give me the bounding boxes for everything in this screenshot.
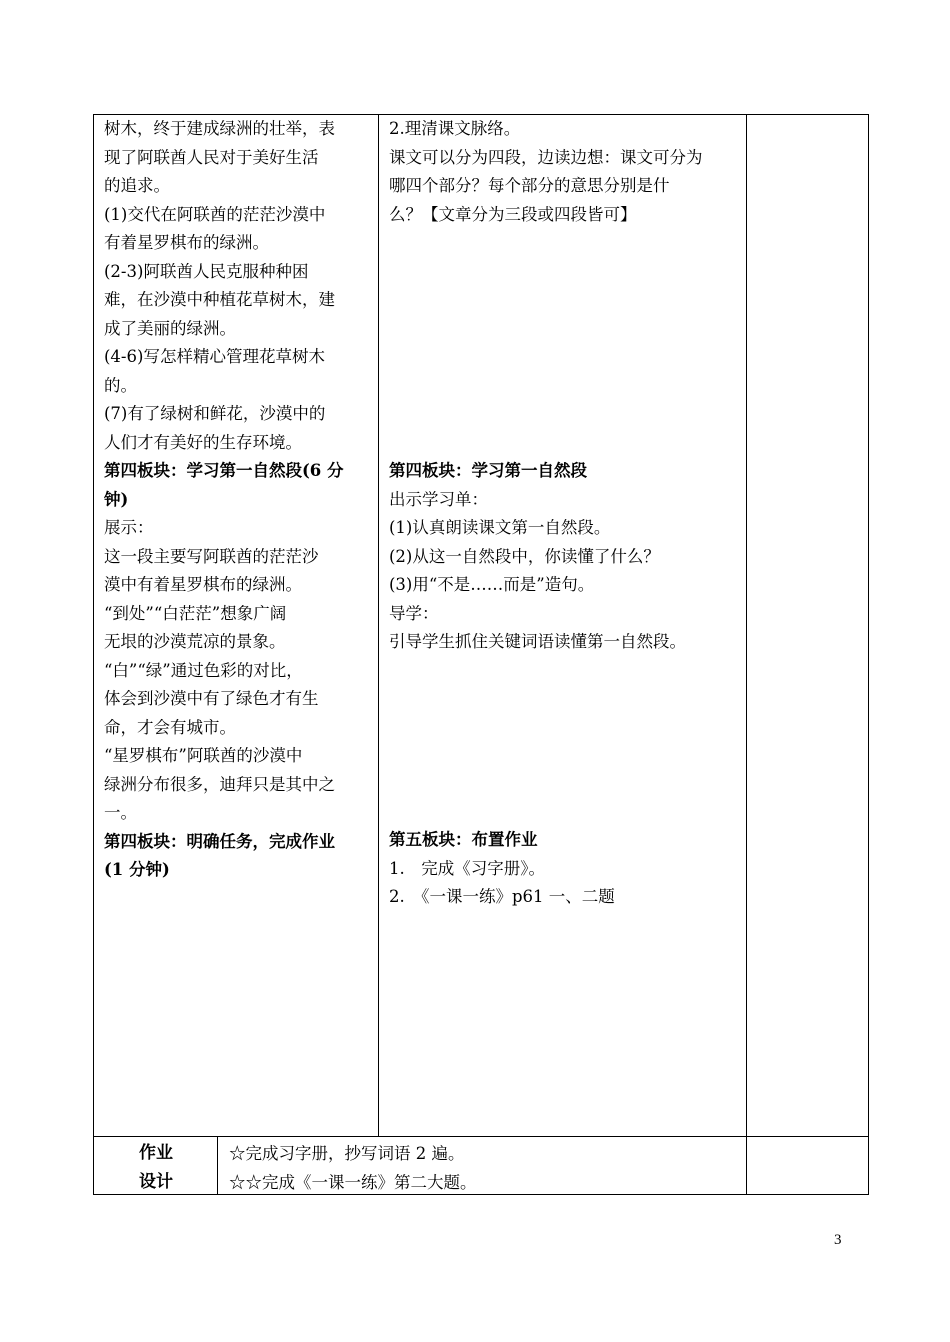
text-line: (2-3)阿联酋人民克服种种困 — [104, 261, 309, 281]
middle-column-section4 — [389, 457, 744, 657]
text-line: 无垠的沙漠荒凉的景象。 — [104, 632, 286, 651]
section-heading: 第五板块：布置作业 — [389, 830, 538, 849]
text-line: 课文可以分为四段，边读边想：课文可分为 — [389, 147, 703, 167]
text-line: 出示学习单： — [389, 489, 488, 509]
text-line: 成了美丽的绿洲。 — [104, 318, 236, 338]
section-heading: 钟) — [104, 489, 129, 509]
text-line: 绿洲分布很多，迪拜只是其中之 — [104, 774, 335, 794]
text-line: 的。 — [104, 375, 137, 395]
homework-label-line: 作业 — [139, 1143, 173, 1163]
section-heading: 第四板块：明确任务，完成作业 — [104, 831, 335, 851]
page-number: 3 — [834, 1232, 842, 1248]
text-line: “星罗棋布”阿联酋的沙漠中 — [104, 746, 303, 765]
homework-label-line: 设计 — [139, 1172, 173, 1192]
text-line: (4-6)写怎样精心管理花草树木 — [104, 347, 325, 366]
middle-column-outline — [389, 115, 744, 229]
column-divider-2 — [746, 114, 747, 1195]
text-line: 一。 — [104, 803, 137, 822]
text-line: 树木，终于建成绿洲的壮举，表 — [104, 119, 335, 138]
left-column-cell — [104, 115, 376, 885]
text-line: 难，在沙漠中种植花草树木，建 — [104, 290, 335, 309]
text-line: (1)认真朗读课文第一自然段。 — [389, 518, 611, 537]
table-border-left — [93, 114, 94, 1195]
text-line: 导学： — [389, 603, 439, 623]
text-line: 么？【文章分为三段或四段皆可】 — [389, 204, 637, 224]
text-line: 体会到沙漠中有了绿色才有生 — [104, 689, 319, 708]
table-border-right — [868, 114, 869, 1195]
middle-column-section5 — [389, 826, 744, 912]
homework-line: ☆☆完成《一课一练》第二大题。 — [229, 1173, 477, 1192]
text-line: 引导学生抓住关键词语读懂第一自然段。 — [389, 632, 686, 651]
text-line: 命，才会有城市。 — [104, 717, 236, 737]
homework-label — [96, 1139, 216, 1197]
text-line: 的追求。 — [104, 176, 170, 195]
text-line: 人们才有美好的生存环境。 — [104, 432, 302, 452]
text-line: 哪四个部分？每个部分的意思分别是什 — [389, 176, 670, 195]
homework-label-divider — [217, 1136, 218, 1195]
text-line: 漠中有着星罗棋布的绿洲。 — [104, 575, 302, 594]
section-heading: 第四板块：学习第一自然段(6 分 — [104, 461, 344, 480]
section-heading: 第四板块：学习第一自然段 — [389, 461, 587, 480]
homework-line: ☆完成习字册，抄写词语 2 遍。 — [229, 1144, 465, 1163]
text-line: 现了阿联酋人民对于美好生活 — [104, 147, 319, 167]
text-line: 这一段主要写阿联酋的茫茫沙 — [104, 546, 319, 566]
homework-content — [229, 1139, 739, 1197]
homework-row-top — [93, 1136, 869, 1137]
text-line: (1)交代在阿联酋的茫茫沙漠中 — [104, 204, 326, 224]
text-line: “到处”“白茫茫”想象广阔 — [104, 603, 287, 623]
text-line: 1. 完成《习字册》。 — [389, 858, 545, 878]
section-heading: (1 分钟) — [104, 860, 170, 879]
text-line: (7)有了绿树和鲜花，沙漠中的 — [104, 404, 326, 423]
text-line: 2.理清课文脉络。 — [389, 119, 521, 138]
text-line: (3)用“不是……而是”造句。 — [389, 575, 595, 594]
text-line: 2. 《一课一练》p61 一、二题 — [389, 887, 615, 906]
text-line: “白”“绿”通过色彩的对比， — [104, 660, 303, 680]
column-divider-1 — [378, 114, 379, 1137]
text-line: (2)从这一自然段中，你读懂了什么？ — [389, 546, 660, 566]
text-line: 展示： — [104, 518, 154, 537]
text-line: 有着星罗棋布的绿洲。 — [104, 233, 269, 252]
